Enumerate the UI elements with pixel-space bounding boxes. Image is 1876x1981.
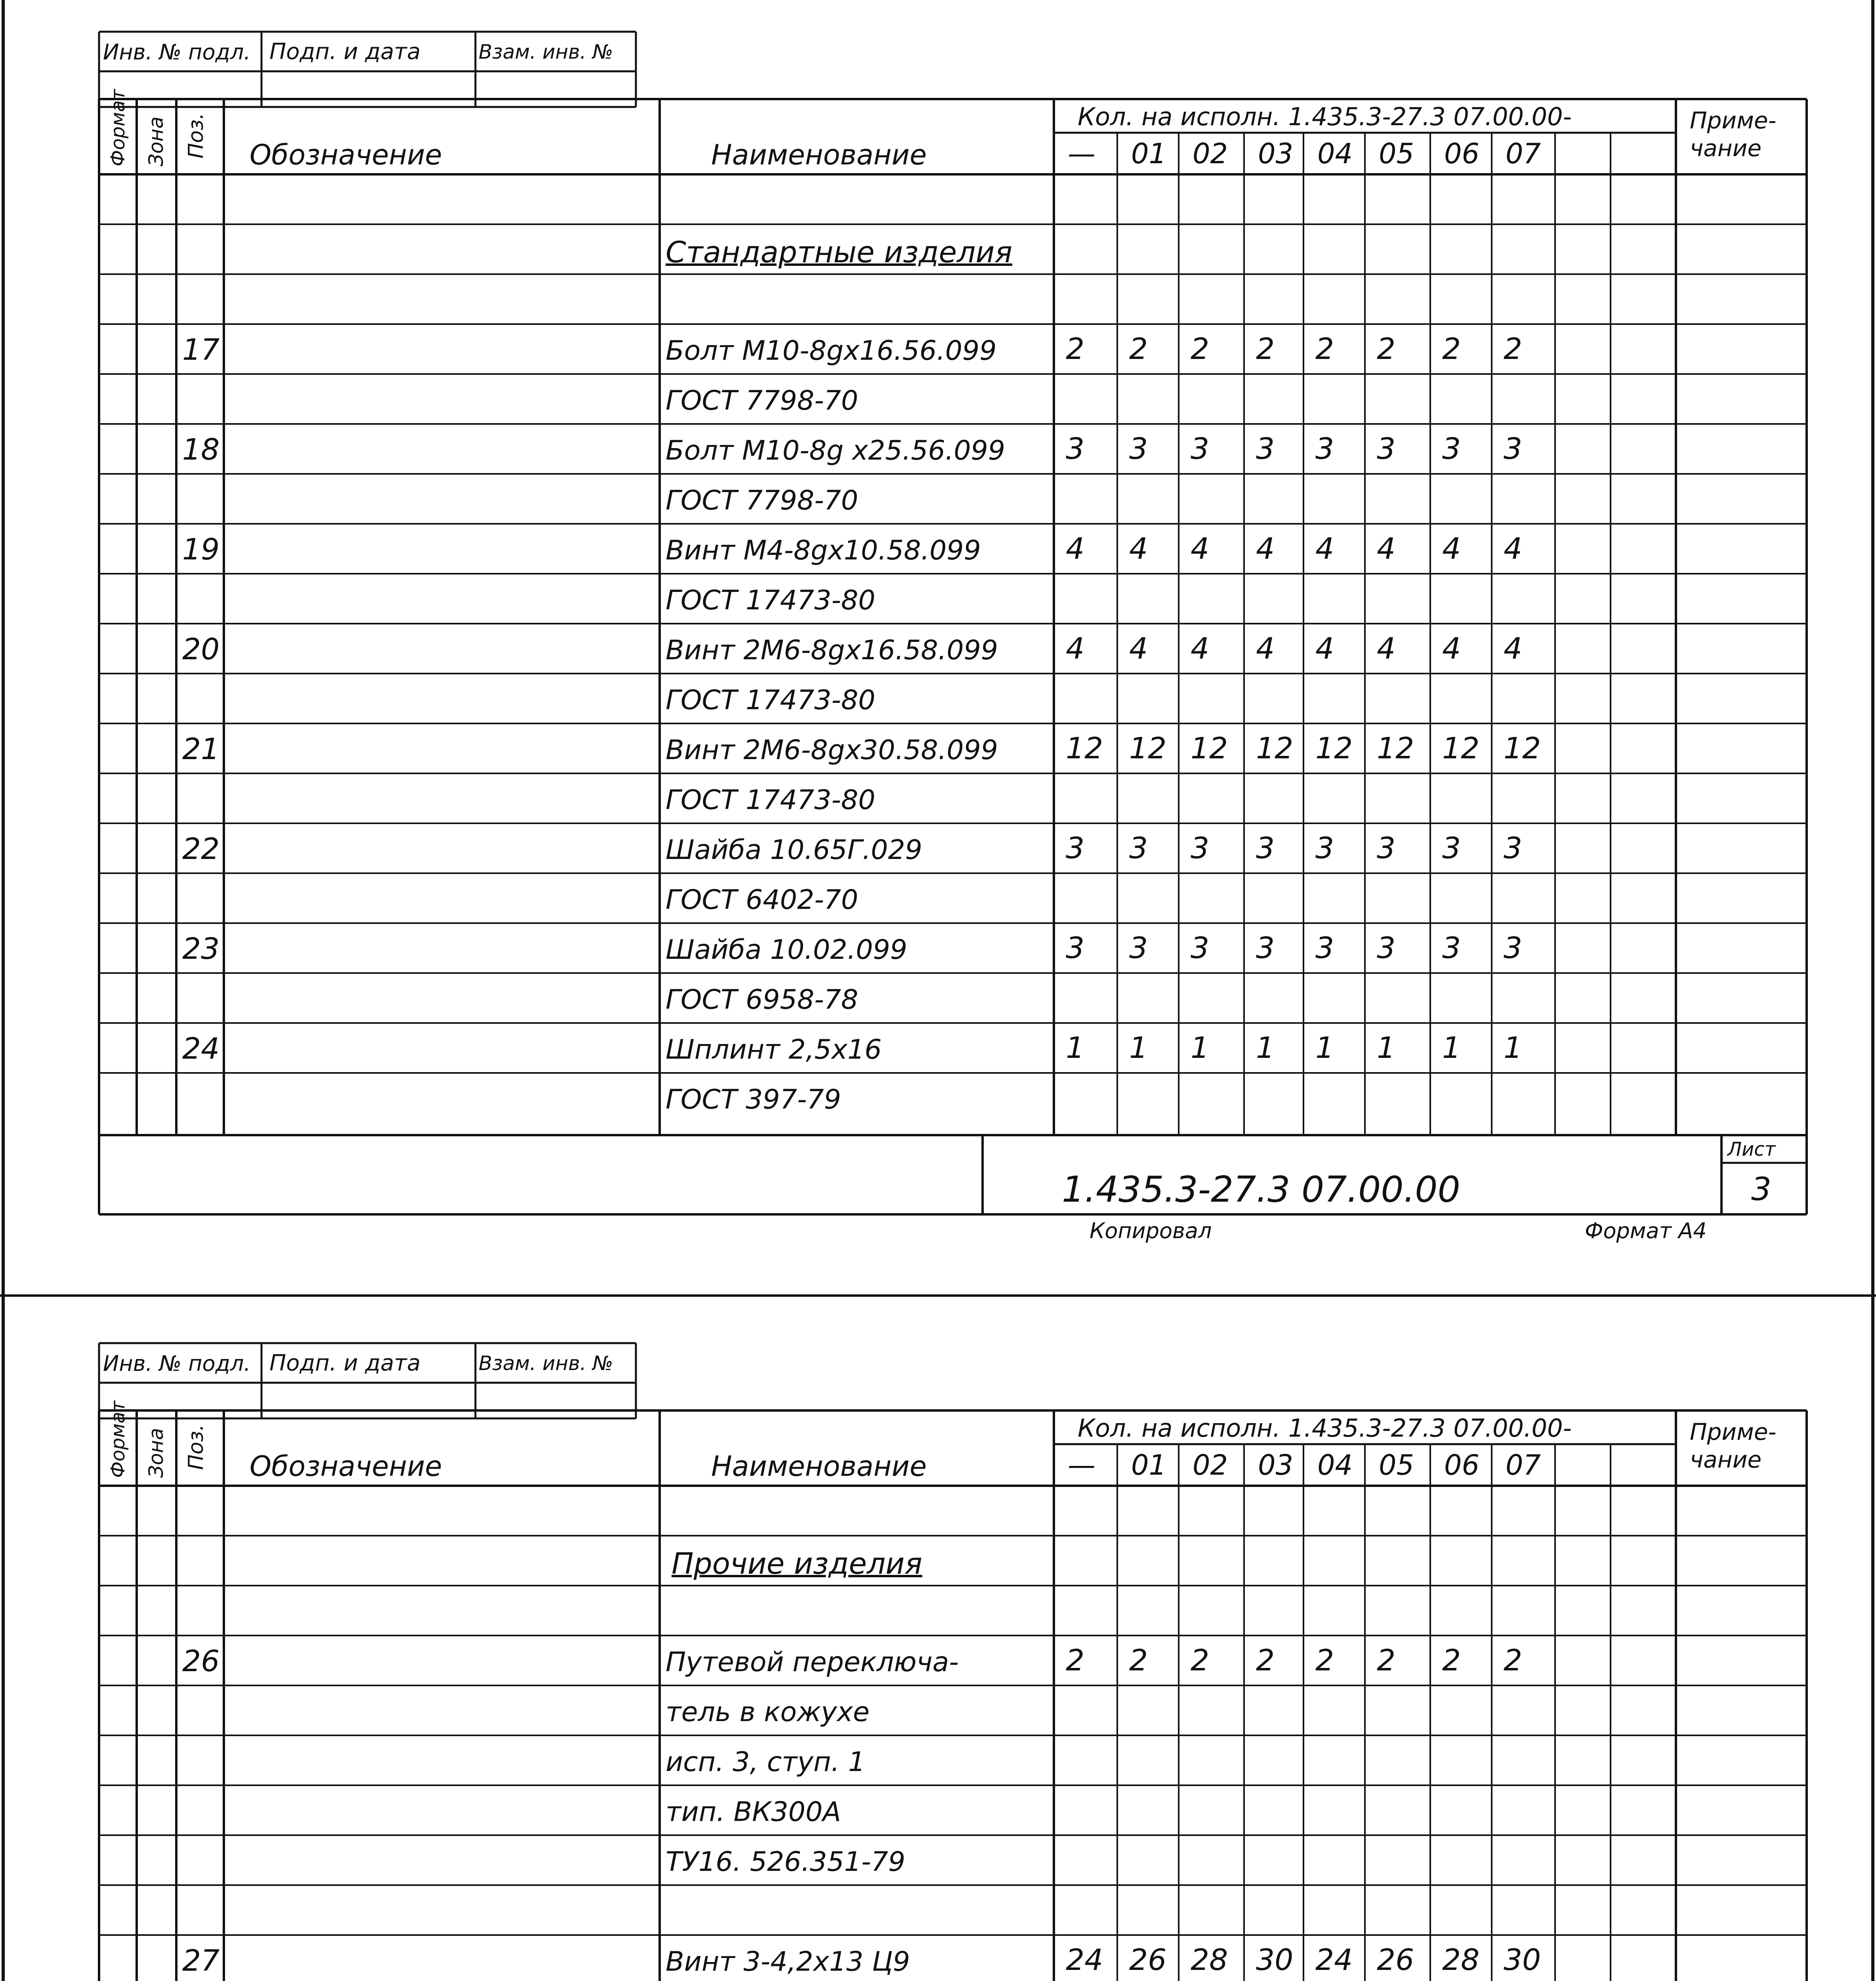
row-qty: 3 [1442, 831, 1461, 865]
row-qty: 2 [1191, 1643, 1210, 1678]
row-qty: 12 [1066, 731, 1103, 765]
row-qty: 26 [1377, 1943, 1414, 1977]
header-zona: Зона [145, 1428, 168, 1478]
header-variant: 02 [1193, 137, 1228, 170]
row-qty: 3 [1377, 831, 1396, 865]
row-qty: 4 [1442, 632, 1461, 666]
row-qty: 1 [1442, 1031, 1461, 1065]
row-name: Шайба 10.65Г.029 [666, 834, 922, 866]
header-primechanie: Приме- [1690, 107, 1777, 134]
row-qty: 2 [1191, 332, 1210, 366]
row-qty: 28 [1191, 1943, 1228, 1977]
row-qty: 1 [1256, 1031, 1275, 1065]
row-qty: 3 [1191, 432, 1210, 466]
row-name: Винт 3-4,2х13 Ц9 [666, 1946, 910, 1977]
header-variant: — [1068, 137, 1095, 170]
row-qty: 3 [1315, 931, 1334, 965]
row-qty: 2 [1377, 332, 1396, 366]
header-primechanie: чание [1690, 1446, 1762, 1473]
row-qty: 3 [1377, 931, 1396, 965]
row-qty: 3 [1066, 931, 1085, 965]
row-qty: 4 [1442, 532, 1461, 566]
row-name: Винт 2М6-8gх30.58.099 [666, 735, 998, 766]
row-qty: 2 [1066, 1643, 1085, 1678]
row-poz: 27 [182, 1944, 220, 1978]
row-qty: 2 [1504, 332, 1523, 366]
header-oboznachenie: Обозначение [250, 1450, 442, 1483]
row-qty: 1 [1066, 1031, 1085, 1065]
section-title: Стандартные изделия [666, 235, 1012, 269]
row-name: Путевой переключа- [666, 1647, 959, 1678]
header-variant: 05 [1379, 1449, 1414, 1481]
row-name: исп. 3, ступ. 1 [666, 1746, 865, 1778]
row-poz: 20 [182, 632, 220, 666]
row-name: ГОСТ 6402-70 [666, 884, 859, 916]
header-poz: Поз. [184, 1424, 208, 1470]
row-qty: 3 [1504, 931, 1523, 965]
kopiroval-label: Копировал [1090, 1218, 1212, 1243]
row-qty: 1 [1191, 1031, 1210, 1065]
header-variant: 07 [1506, 1449, 1541, 1481]
row-name: Винт М4-8gх10.58.099 [666, 535, 981, 566]
row-qty: 4 [1504, 632, 1523, 666]
row-qty: 3 [1129, 931, 1148, 965]
row-qty: 3 [1256, 831, 1275, 865]
row-name: Болт М10-8gх16.56.099 [666, 335, 997, 366]
header-naimenovanie: Наименование [711, 139, 927, 171]
row-qty: 3 [1504, 432, 1523, 466]
header-naimenovanie: Наименование [711, 1450, 927, 1483]
row-qty: 2 [1256, 1643, 1275, 1678]
header-variant: 04 [1317, 1449, 1353, 1481]
row-name: Болт М10-8g х25.56.099 [666, 435, 1006, 466]
row-qty: 30 [1504, 1943, 1541, 1977]
row-qty: 2 [1129, 1643, 1148, 1678]
row-qty: 2 [1442, 1643, 1461, 1678]
row-qty: 3 [1129, 432, 1148, 466]
row-qty: 1 [1315, 1031, 1334, 1065]
header-primechanie: Приме- [1690, 1418, 1777, 1445]
header-poz: Поз. [184, 113, 208, 158]
row-qty: 3 [1066, 831, 1085, 865]
row-qty: 2 [1377, 1643, 1396, 1678]
row-qty: 4 [1191, 632, 1210, 666]
row-qty: 1 [1129, 1031, 1148, 1065]
row-poz: 23 [182, 932, 220, 966]
row-name: Винт 2М6-8gх16.58.099 [666, 635, 998, 666]
header-variant: 01 [1131, 1449, 1167, 1481]
stamp-podp-data: Подп. и дата [269, 1350, 421, 1376]
row-qty: 3 [1256, 432, 1275, 466]
row-qty: 2 [1066, 332, 1085, 366]
row-name: ГОСТ 17473-80 [666, 685, 876, 716]
header-variant: 03 [1258, 137, 1294, 170]
stamp-vzam-inv: Взам. инв. № [479, 1352, 613, 1375]
row-name: ГОСТ 6958-78 [666, 984, 859, 1015]
header-variant: 05 [1379, 137, 1414, 170]
row-qty: 3 [1066, 432, 1085, 466]
row-name: ГОСТ 17473-80 [666, 784, 876, 816]
row-qty: 3 [1377, 432, 1396, 466]
row-qty: 12 [1191, 731, 1228, 765]
format-label: Формат А4 [1585, 1218, 1707, 1243]
row-qty: 4 [1191, 532, 1210, 566]
header-variant: — [1068, 1449, 1095, 1481]
header-format: Формат [107, 89, 129, 166]
list-number: 3 [1751, 1171, 1771, 1208]
row-qty: 4 [1377, 532, 1396, 566]
row-qty: 2 [1315, 1643, 1334, 1678]
header-variant: 06 [1444, 137, 1480, 170]
row-qty: 30 [1256, 1943, 1294, 1977]
row-name: Шайба 10.02.099 [666, 934, 907, 966]
row-poz: 18 [182, 433, 220, 467]
row-qty: 2 [1442, 332, 1461, 366]
row-qty: 3 [1504, 831, 1523, 865]
header-variant: 04 [1317, 137, 1353, 170]
row-poz: 17 [182, 333, 220, 367]
row-qty: 12 [1377, 731, 1414, 765]
row-qty: 3 [1442, 432, 1461, 466]
header-kol-title: Кол. на исполн. 1.435.3-27.3 07.00.00- [1078, 102, 1572, 131]
row-qty: 24 [1066, 1943, 1103, 1977]
row-qty: 4 [1066, 632, 1085, 666]
header-variant: 06 [1444, 1449, 1480, 1481]
header-kol-title: Кол. на исполн. 1.435.3-27.3 07.00.00- [1078, 1414, 1572, 1443]
row-qty: 3 [1256, 931, 1275, 965]
row-qty: 1 [1377, 1031, 1396, 1065]
row-poz: 21 [182, 732, 220, 766]
header-oboznachenie: Обозначение [250, 139, 442, 171]
row-qty: 4 [1504, 532, 1523, 566]
header-variant: 02 [1193, 1449, 1228, 1481]
row-qty: 3 [1191, 831, 1210, 865]
row-name: ГОСТ 7798-70 [666, 385, 859, 416]
row-poz: 26 [182, 1644, 220, 1678]
header-variant: 07 [1506, 137, 1541, 170]
stamp-podp-data: Подп. и дата [269, 39, 421, 65]
header-variant: 03 [1258, 1449, 1294, 1481]
row-name: тель в кожухе [666, 1697, 870, 1728]
row-qty: 28 [1442, 1943, 1480, 1977]
row-qty: 2 [1256, 332, 1275, 366]
row-qty: 26 [1129, 1943, 1167, 1977]
row-qty: 12 [1129, 731, 1167, 765]
row-name: ГОСТ 7798-70 [666, 485, 859, 516]
row-qty: 4 [1256, 632, 1275, 666]
row-qty: 4 [1129, 632, 1148, 666]
header-zona: Зона [145, 116, 168, 166]
stamp-inv-podl: Инв. № подл. [103, 1351, 251, 1376]
row-qty: 12 [1442, 731, 1480, 765]
row-qty: 3 [1129, 831, 1148, 865]
row-name: ГОСТ 17473-80 [666, 585, 876, 616]
row-qty: 2 [1504, 1643, 1523, 1678]
row-qty: 4 [1315, 532, 1334, 566]
row-poz: 24 [182, 1032, 220, 1066]
row-qty: 2 [1129, 332, 1148, 366]
row-qty: 1 [1504, 1031, 1523, 1065]
row-qty: 3 [1442, 931, 1461, 965]
row-poz: 22 [182, 832, 220, 866]
row-qty: 4 [1315, 632, 1334, 666]
stamp-inv-podl: Инв. № подл. [103, 40, 251, 65]
row-qty: 24 [1315, 1943, 1353, 1977]
header-primechanie: чание [1690, 135, 1762, 162]
row-poz: 19 [182, 532, 220, 567]
row-name: ТУ16. 526.351-79 [666, 1846, 905, 1878]
row-qty: 3 [1191, 931, 1210, 965]
row-qty: 12 [1256, 731, 1294, 765]
row-qty: 12 [1315, 731, 1353, 765]
stamp-vzam-inv: Взам. инв. № [479, 40, 613, 63]
row-qty: 3 [1315, 831, 1334, 865]
doc-number: 1.435.3-27.3 07.00.00 [1062, 1169, 1460, 1210]
row-qty: 3 [1315, 432, 1334, 466]
row-name: Шплинт 2,5х16 [666, 1034, 882, 1065]
row-qty: 4 [1066, 532, 1085, 566]
row-name: тип. ВК300А [666, 1796, 841, 1828]
row-qty: 4 [1129, 532, 1148, 566]
header-variant: 01 [1131, 137, 1167, 170]
row-name: ГОСТ 397-79 [666, 1084, 841, 1115]
section-title: Прочие изделия [672, 1547, 922, 1581]
row-qty: 4 [1377, 632, 1396, 666]
row-qty: 12 [1504, 731, 1541, 765]
list-label: Лист [1727, 1138, 1776, 1160]
row-qty: 2 [1315, 332, 1334, 366]
header-format: Формат [107, 1401, 129, 1478]
row-qty: 4 [1256, 532, 1275, 566]
